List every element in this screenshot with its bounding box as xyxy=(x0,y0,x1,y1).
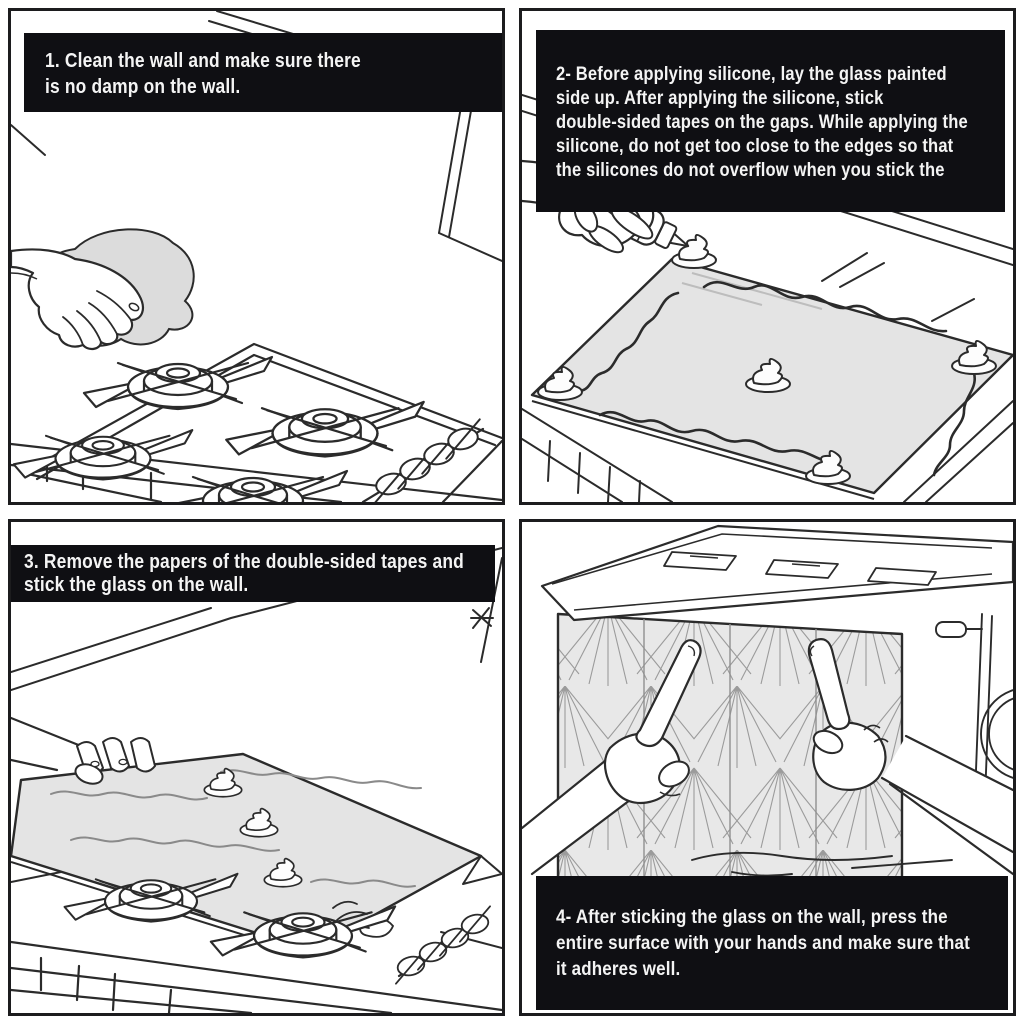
range-hood-drawing xyxy=(542,526,1013,620)
hand-with-cloth-drawing xyxy=(11,229,194,349)
caption-line: silicone, do not get too close to the edges so that xyxy=(556,136,954,157)
panel-step-3 xyxy=(8,519,505,1016)
lifted-glass-panel-drawing xyxy=(11,754,502,956)
panel-step-2 xyxy=(519,8,1016,505)
step-2-caption xyxy=(536,30,1005,212)
step-3-caption xyxy=(11,545,495,602)
caption-line: 2- Before applying silicone, lay the glass painted xyxy=(556,64,947,85)
caption-line: 4- After sticking the glass on the wall, press the xyxy=(556,906,948,928)
caption-line: side up. After applying the silicone, stick xyxy=(556,88,884,109)
caption-line: double-sided tapes on the gaps. While applying the xyxy=(556,112,968,133)
caption-line: 3. Remove the papers of the double-sided tapes and xyxy=(24,551,464,573)
step-1-caption xyxy=(24,33,502,112)
step-4-caption xyxy=(536,876,1008,1010)
panel-step-4 xyxy=(519,519,1016,1016)
caption-line: stick the glass on the wall. xyxy=(24,574,249,596)
caption-line: entire surface with your hands and make sure that xyxy=(556,932,970,954)
panel-step-1 xyxy=(8,8,505,505)
caption-line: it adheres well. xyxy=(556,958,681,980)
caption-line: 1. Clean the wall and make sure there xyxy=(45,50,361,72)
caption-line: is no damp on the wall. xyxy=(45,76,241,98)
caption-line: the silicones do not overflow when you stick the xyxy=(556,160,945,181)
